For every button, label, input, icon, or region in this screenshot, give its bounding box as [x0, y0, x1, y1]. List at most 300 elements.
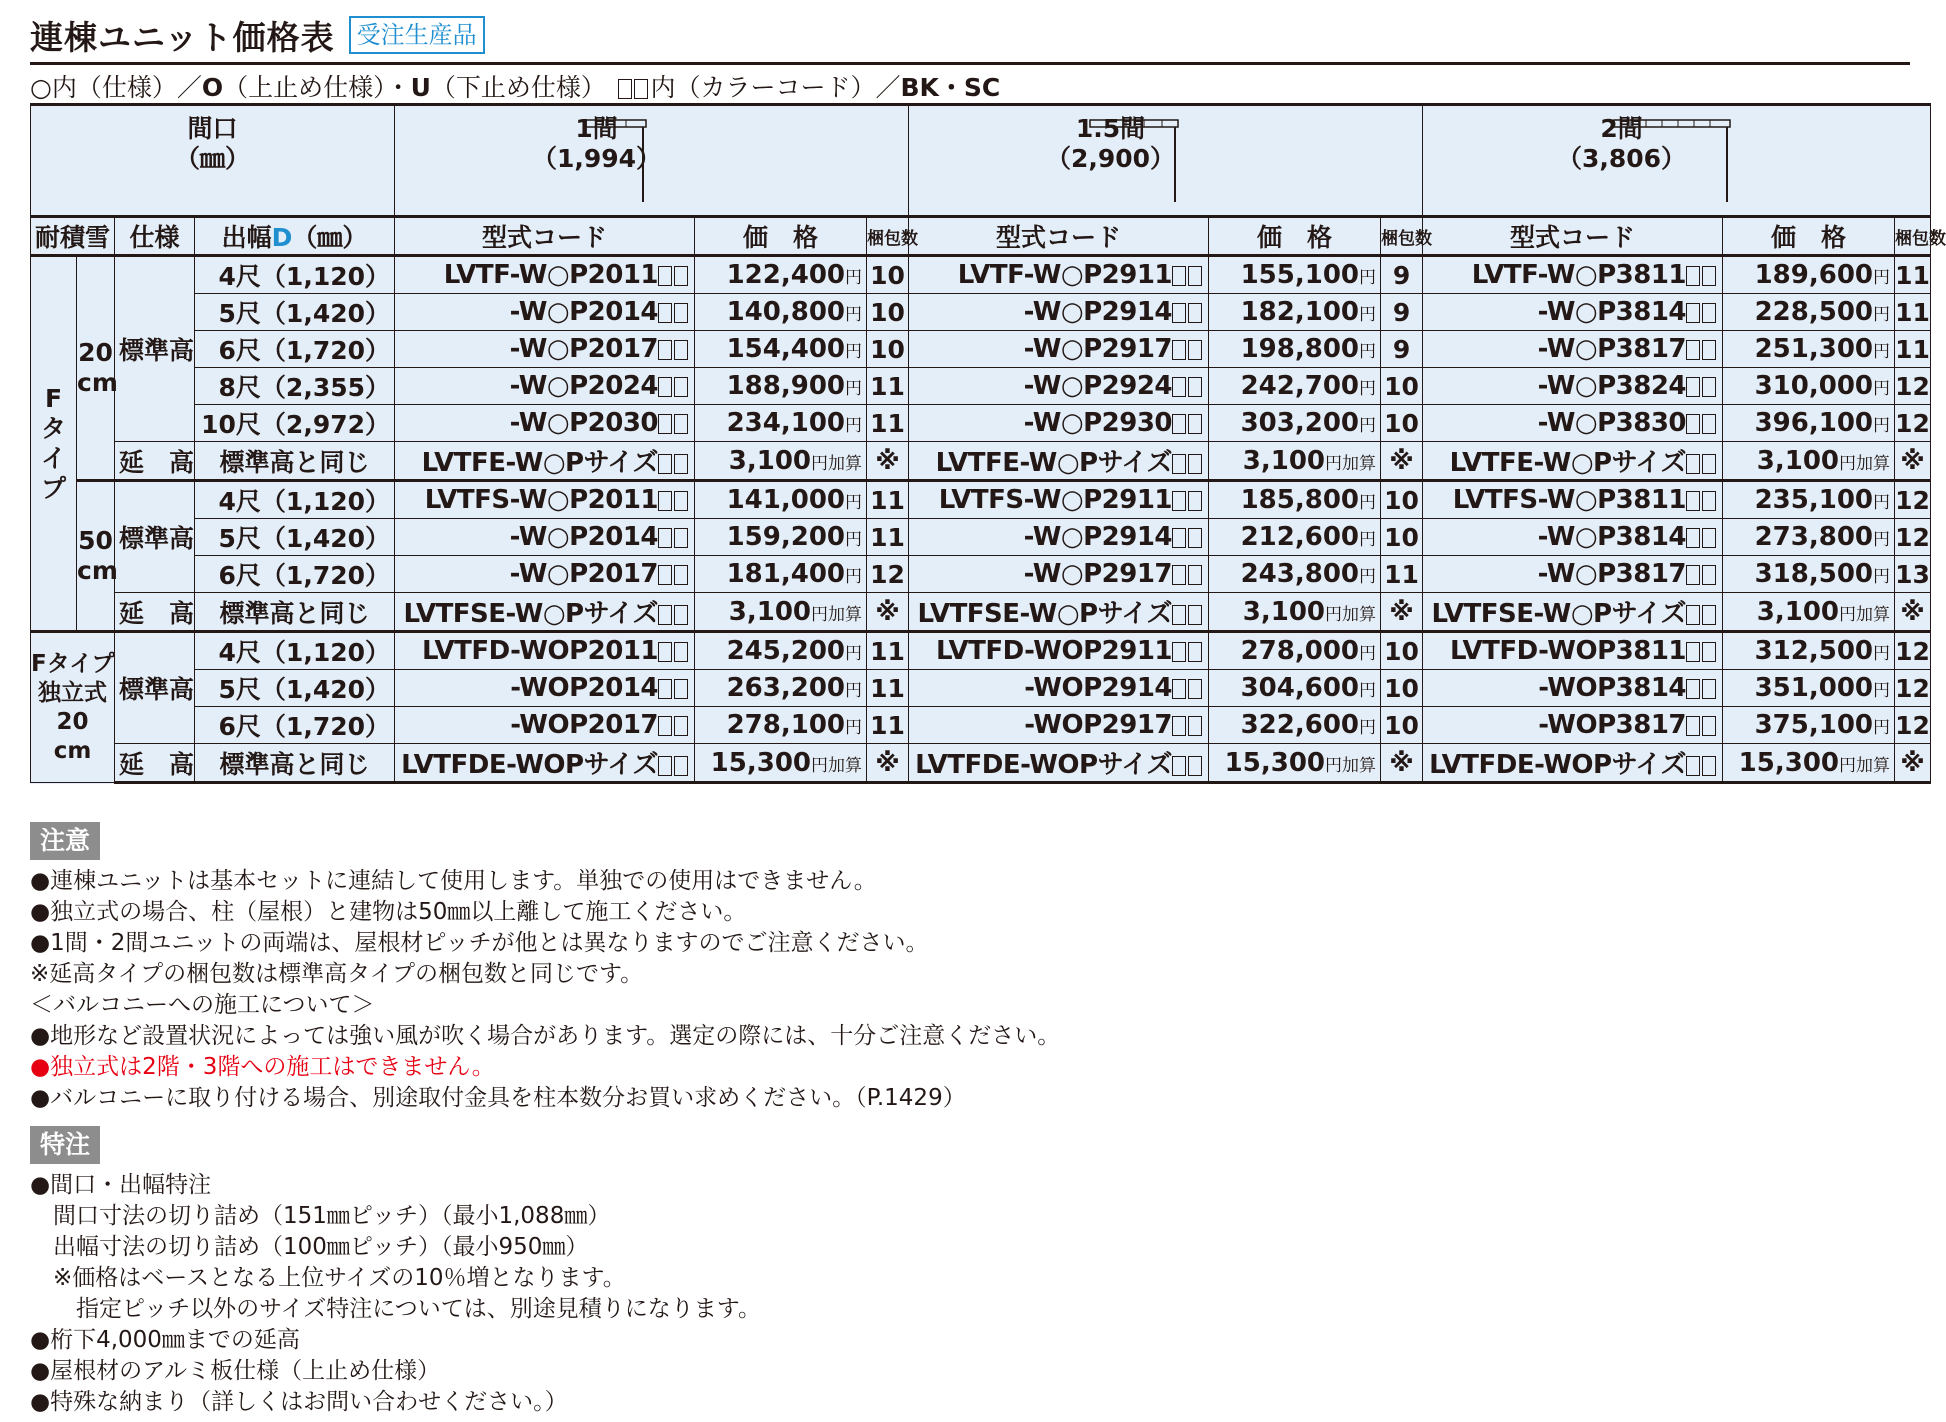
made-to-order-badge: 受注生産品 [349, 16, 485, 54]
price-cell: 122,400円 [695, 256, 867, 294]
price-cell: 3,100円加算 [695, 442, 867, 481]
color-box-icon [1702, 266, 1716, 286]
col-model: 型式コード [395, 217, 695, 256]
col-depth [195, 217, 395, 256]
color-box-icon [1686, 642, 1700, 662]
color-box-icon [1686, 454, 1700, 474]
price-cell: 312,500円 [1723, 632, 1895, 670]
roof-1-5-bay-icon [1089, 118, 1189, 208]
maguchi-unit: （㎜） [175, 144, 251, 173]
pack-count-cell: ※ [867, 744, 909, 783]
color-box-icon [1686, 377, 1700, 397]
color-box-icon [1686, 565, 1700, 585]
depth-cell: 10尺（2,972） [195, 405, 395, 442]
color-box-icon [634, 79, 648, 99]
pack-count-cell: 10 [1381, 707, 1423, 744]
price-cell: 140,800円 [695, 294, 867, 331]
model-code-cell: LVTFS-W○P3811 [1423, 481, 1723, 519]
maguchi-header [31, 105, 395, 217]
note-item: ●バルコニーに取り付ける場合、別途取付金具を柱本数分お買い求めください。（P.1429） [30, 1085, 966, 1111]
color-box-icon [1702, 377, 1716, 397]
col-depth-suffix: （㎜） [292, 223, 368, 252]
snow-20-label: 20 cm [77, 256, 115, 481]
pack-count-cell: 9 [1381, 331, 1423, 368]
pack-count-cell: 12 [867, 556, 909, 593]
model-code-cell: LVTFSE-W○Pサイズ [909, 593, 1209, 632]
model-code-cell: LVTF-W○P2011 [395, 256, 695, 294]
special-order-list [30, 1170, 761, 1418]
model-code-cell: -WOP2014 [395, 670, 695, 707]
color-box-icon [1172, 528, 1186, 548]
color-box-icon [674, 679, 688, 699]
depth-cell: 4尺（1,120） [195, 632, 395, 670]
color-box-icon [1172, 303, 1186, 323]
depth-cell: 4尺（1,120） [195, 481, 395, 519]
depth-cell: 5尺（1,420） [195, 519, 395, 556]
color-box-icon [658, 528, 672, 548]
color-box-icon [658, 266, 672, 286]
color-box-icon [658, 605, 672, 625]
price-cell: 322,600円 [1209, 707, 1381, 744]
color-box-icon [1172, 266, 1186, 286]
depth-cell: 5尺（1,420） [195, 670, 395, 707]
model-code-cell: -W○P3817 [1423, 331, 1723, 368]
fd-type-label: Fタイプ 独立式 20 cm [31, 632, 115, 783]
col-snow: 耐積雪 [31, 217, 115, 256]
price-cell: 396,100円 [1723, 405, 1895, 442]
model-code-cell: -WOP2914 [909, 670, 1209, 707]
color-box-icon [1686, 340, 1700, 360]
span-header-3 [1423, 105, 1931, 217]
color-box-icon [674, 565, 688, 585]
color-box-icon [658, 303, 672, 323]
color-box-icon [1172, 340, 1186, 360]
color-box-icon [1172, 491, 1186, 511]
legend-part2: （上止め仕様）・ [223, 73, 411, 102]
model-code-cell: -WOP3817 [1423, 707, 1723, 744]
depth-cell: 標準高と同じ [195, 593, 395, 632]
price-cell: 273,800円 [1723, 519, 1895, 556]
depth-cell: 6尺（1,720） [195, 556, 395, 593]
price-cell: 155,100円 [1209, 256, 1381, 294]
pack-count-cell: ※ [1895, 593, 1931, 632]
model-code-cell: -W○P3814 [1423, 519, 1723, 556]
color-box-icon [1686, 605, 1700, 625]
special-order-item: ●間口・出幅特注 [30, 1172, 212, 1198]
std-height-label: 標準高 [115, 632, 195, 744]
price-cell: 242,700円 [1209, 368, 1381, 405]
color-box-icon [1188, 414, 1202, 434]
col-model: 型式コード [1423, 217, 1723, 256]
note-item: ●独立式の場合、柱（屋根）と建物は50㎜以上離して施工ください。 [30, 899, 747, 925]
color-box-icon [1172, 454, 1186, 474]
note-item: ●地形など設置状況によっては強い風が吹く場合があります。選定の際には、十分ご注意ください。 [30, 1023, 1061, 1049]
table-row [31, 670, 1931, 707]
pack-count-cell: ※ [1381, 744, 1423, 783]
model-code-cell: -W○P2017 [395, 556, 695, 593]
color-box-icon [658, 491, 672, 511]
pack-count-cell: ※ [1381, 442, 1423, 481]
price-cell: 263,200円 [695, 670, 867, 707]
color-box-icon [1686, 679, 1700, 699]
depth-cell: 5尺（1,420） [195, 294, 395, 331]
model-code-cell: LVTF-W○P2911 [909, 256, 1209, 294]
col-spec: 仕様 [115, 217, 195, 256]
color-box-icon [1172, 605, 1186, 625]
pack-count-cell: 12 [1895, 707, 1931, 744]
color-box-icon [1172, 642, 1186, 662]
model-code-cell: LVTFS-W○P2911 [909, 481, 1209, 519]
color-box-icon [1702, 716, 1716, 736]
color-box-icon [658, 414, 672, 434]
color-box-icon [1172, 756, 1186, 776]
table-row [31, 294, 1931, 331]
table-row [31, 632, 1931, 670]
color-box-icon [1188, 528, 1202, 548]
table-row [31, 556, 1931, 593]
col-depth-prefix: 出幅 [221, 223, 272, 252]
price-cell: 3,100円加算 [695, 593, 867, 632]
depth-cell: 8尺（2,355） [195, 368, 395, 405]
special-order-item: ※価格はベースとなる上位サイズの10％増となります。 [30, 1265, 626, 1291]
pack-count-cell: 10 [1381, 519, 1423, 556]
model-code-cell: LVTF-W○P3811 [1423, 256, 1723, 294]
pack-count-cell: ※ [867, 593, 909, 632]
table-row [31, 519, 1931, 556]
model-code-cell: -W○P2014 [395, 519, 695, 556]
pack-count-cell: 11 [1895, 256, 1931, 294]
roof-2-bay-icon [1613, 118, 1738, 208]
std-height-label: 標準高 [115, 256, 195, 442]
color-box-icon [1702, 642, 1716, 662]
model-code-cell: -W○P2017 [395, 331, 695, 368]
span-label: 2間 [1600, 114, 1643, 143]
color-box-icon [658, 565, 672, 585]
price-cell: 303,200円 [1209, 405, 1381, 442]
color-box-icon [674, 414, 688, 434]
price-cell: 3,100円加算 [1209, 593, 1381, 632]
pack-count-cell: 10 [1381, 405, 1423, 442]
color-box-icon [674, 303, 688, 323]
notes-heading: 注意 [30, 822, 100, 860]
price-cell: 182,100円 [1209, 294, 1381, 331]
title-row [30, 12, 485, 58]
notes-list [30, 866, 1060, 1114]
price-cell: 235,100円 [1723, 481, 1895, 519]
color-box-icon [1188, 377, 1202, 397]
model-code-cell: LVTFS-W○P2011 [395, 481, 695, 519]
table-row [31, 256, 1931, 294]
color-box-icon [658, 340, 672, 360]
model-code-cell: LVTFE-W○Pサイズ [909, 442, 1209, 481]
table-row [31, 481, 1931, 519]
model-code-cell: LVTFDE-WOPサイズ [1423, 744, 1723, 783]
pack-count-cell: 11 [1895, 331, 1931, 368]
depth-cell: 標準高と同じ [195, 744, 395, 783]
title-rule [30, 62, 1910, 65]
color-box-icon [674, 340, 688, 360]
span-width: （1,994） [531, 144, 662, 173]
col-price: 価 格 [695, 217, 867, 256]
model-code-cell: -W○P2924 [909, 368, 1209, 405]
color-box-icon [1188, 266, 1202, 286]
table-row [31, 442, 1931, 481]
color-box-icon [1172, 565, 1186, 585]
color-box-icon [1686, 303, 1700, 323]
legend-part1: ○内（仕様）／ [30, 73, 202, 102]
pack-count-cell: 10 [867, 256, 909, 294]
color-box-icon [1702, 679, 1716, 699]
color-box-icon [1702, 414, 1716, 434]
pack-count-cell: 11 [1895, 294, 1931, 331]
span-width: （3,806） [1556, 144, 1687, 173]
table-row [31, 593, 1931, 632]
color-box-icon [1172, 414, 1186, 434]
pack-count-cell: 12 [1895, 368, 1931, 405]
model-code-cell: -W○P3830 [1423, 405, 1723, 442]
span-label: 1間 [575, 114, 618, 143]
price-cell: 212,600円 [1209, 519, 1381, 556]
color-box-icon [1702, 491, 1716, 511]
price-cell: 278,100円 [695, 707, 867, 744]
color-box-icon [1188, 605, 1202, 625]
pack-count-cell: 13 [1895, 556, 1931, 593]
price-cell: 243,800円 [1209, 556, 1381, 593]
color-box-icon [1702, 756, 1716, 776]
table-row [31, 405, 1931, 442]
pack-count-cell: 12 [1895, 405, 1931, 442]
model-code-cell: -WOP2017 [395, 707, 695, 744]
color-box-icon [1702, 565, 1716, 585]
note-item: ＜バルコニーへの施工について＞ [30, 992, 375, 1018]
color-box-icon [1686, 756, 1700, 776]
span-header-row [31, 105, 1931, 217]
price-cell: 245,200円 [695, 632, 867, 670]
model-code-cell: LVTFD-WOP2011 [395, 632, 695, 670]
price-cell: 15,300円加算 [1209, 744, 1381, 783]
table-row [31, 707, 1931, 744]
color-box-icon [1702, 454, 1716, 474]
col-price: 価 格 [1209, 217, 1381, 256]
col-pack: 梱包数 [867, 217, 909, 256]
color-box-icon [1702, 528, 1716, 548]
price-table [30, 103, 1946, 784]
ext-height-label: 延 高 [115, 593, 195, 632]
note-item: ●連棟ユニットは基本セットに連結して使用します。単独での使用はできません。 [30, 868, 877, 894]
pack-count-cell: 11 [867, 670, 909, 707]
col-price: 価 格 [1723, 217, 1895, 256]
color-box-icon [1188, 340, 1202, 360]
pack-count-cell: 10 [1381, 481, 1423, 519]
color-box-icon [1188, 303, 1202, 323]
col-pack: 梱包数 [1381, 217, 1423, 256]
price-cell: 351,000円 [1723, 670, 1895, 707]
col-model: 型式コード [909, 217, 1209, 256]
price-cell: 15,300円加算 [1723, 744, 1895, 783]
model-code-cell: -WOP2917 [909, 707, 1209, 744]
color-box-icon [1702, 303, 1716, 323]
note-item: ●独立式は2階・3階への施工はできません。 [30, 1054, 495, 1080]
color-box-icon [674, 491, 688, 511]
depth-cell: 4尺（1,120） [195, 256, 395, 294]
note-item: ●1間・2間ユニットの両端は、屋根材ピッチが他とは異なりますのでご注意ください。 [30, 930, 929, 956]
model-code-cell: -W○P2917 [909, 331, 1209, 368]
color-box-icon [658, 716, 672, 736]
price-cell: 159,200円 [695, 519, 867, 556]
pack-count-cell: 11 [867, 481, 909, 519]
model-code-cell: -W○P2030 [395, 405, 695, 442]
model-code-cell: -W○P2014 [395, 294, 695, 331]
special-order-item: ●特殊な納まり（詳しくはお問い合わせください。） [30, 1389, 568, 1415]
pack-count-cell: 11 [867, 405, 909, 442]
color-box-icon [1188, 565, 1202, 585]
special-order-heading: 特注 [30, 1126, 100, 1164]
column-header-row [31, 217, 1931, 256]
special-order-item: 出幅寸法の切り詰め（100㎜ピッチ）（最小950㎜） [30, 1234, 589, 1260]
color-box-icon [1686, 528, 1700, 548]
model-code-cell: -W○P3814 [1423, 294, 1723, 331]
special-order-item: ●屋根材のアルミ板仕様（上止め仕様） [30, 1358, 441, 1384]
table-row [31, 331, 1931, 368]
color-box-icon [1188, 454, 1202, 474]
model-code-cell: -W○P3817 [1423, 556, 1723, 593]
color-box-icon [674, 454, 688, 474]
price-cell: 318,500円 [1723, 556, 1895, 593]
color-box-icon [1686, 491, 1700, 511]
special-order-item: 間口寸法の切り詰め（151㎜ピッチ）（最小1,088㎜） [30, 1203, 611, 1229]
color-box-icon [658, 642, 672, 662]
depth-cell: 6尺（1,720） [195, 707, 395, 744]
color-box-icon [1172, 679, 1186, 699]
price-cell: 228,500円 [1723, 294, 1895, 331]
pack-count-cell: 10 [1381, 632, 1423, 670]
color-box-icon [674, 642, 688, 662]
pack-count-cell: ※ [1895, 744, 1931, 783]
legend-colors: BK・SC [900, 73, 1001, 102]
special-order-item: ●桁下4,000㎜までの延高 [30, 1327, 300, 1353]
color-box-icon [658, 756, 672, 776]
model-code-cell: LVTFSE-W○Pサイズ [395, 593, 695, 632]
model-code-cell: -W○P2914 [909, 519, 1209, 556]
model-code-cell: -WOP3814 [1423, 670, 1723, 707]
color-box-icon [1686, 266, 1700, 286]
pack-count-cell: 11 [867, 632, 909, 670]
price-cell: 198,800円 [1209, 331, 1381, 368]
snow-50-label: 50 cm [77, 481, 115, 632]
model-code-cell: -W○P2917 [909, 556, 1209, 593]
pack-count-cell: 12 [1895, 632, 1931, 670]
price-cell: 278,000円 [1209, 632, 1381, 670]
maguchi-label: 間口 [187, 114, 238, 143]
price-cell: 141,000円 [695, 481, 867, 519]
model-code-cell: LVTFE-W○Pサイズ [1423, 442, 1723, 481]
color-box-icon [1702, 605, 1716, 625]
color-box-icon [618, 79, 632, 99]
pack-count-cell: 11 [1381, 556, 1423, 593]
pack-count-cell: 12 [1895, 519, 1931, 556]
price-cell: 251,300円 [1723, 331, 1895, 368]
color-box-icon [1188, 756, 1202, 776]
model-code-cell: LVTFD-WOP2911 [909, 632, 1209, 670]
price-cell: 189,600円 [1723, 256, 1895, 294]
depth-cell: 6尺（1,720） [195, 331, 395, 368]
ext-height-label: 延 高 [115, 744, 195, 783]
pack-count-cell: 10 [867, 294, 909, 331]
legend-o-code: O [201, 73, 224, 102]
model-code-cell: LVTFE-W○Pサイズ [395, 442, 695, 481]
pack-count-cell: ※ [1381, 593, 1423, 632]
price-cell: 185,800円 [1209, 481, 1381, 519]
model-code-cell: LVTFSE-W○Pサイズ [1423, 593, 1723, 632]
pack-count-cell: 12 [1895, 670, 1931, 707]
price-cell: 304,600円 [1209, 670, 1381, 707]
pack-count-cell: 10 [1381, 670, 1423, 707]
model-code-cell: -W○P3824 [1423, 368, 1723, 405]
pack-count-cell: 11 [867, 368, 909, 405]
color-box-icon [1188, 716, 1202, 736]
model-code-cell: -W○P2914 [909, 294, 1209, 331]
color-box-icon [1702, 340, 1716, 360]
price-cell: 375,100円 [1723, 707, 1895, 744]
color-box-icon [1188, 679, 1202, 699]
color-box-icon [674, 528, 688, 548]
legend-part4: 内（カラーコード）／ [650, 73, 901, 102]
price-cell: 181,400円 [695, 556, 867, 593]
price-cell: 3,100円加算 [1723, 593, 1895, 632]
color-box-icon [674, 266, 688, 286]
color-box-icon [1188, 642, 1202, 662]
model-code-cell: -W○P2024 [395, 368, 695, 405]
col-pack: 梱包数 [1895, 217, 1931, 256]
special-order-item: 指定ピッチ以外のサイズ特注については、別途見積りになります。 [30, 1296, 761, 1322]
depth-cell: 標準高と同じ [195, 442, 395, 481]
color-box-icon [1172, 377, 1186, 397]
color-box-icon [674, 377, 688, 397]
price-cell: 3,100円加算 [1209, 442, 1381, 481]
color-box-icon [1686, 716, 1700, 736]
span-header-2 [909, 105, 1423, 217]
color-box-icon [1188, 491, 1202, 511]
pack-count-cell: ※ [867, 442, 909, 481]
pack-count-cell: 10 [1381, 368, 1423, 405]
ext-height-label: 延 高 [115, 442, 195, 481]
span-width: （2,900） [1045, 144, 1176, 173]
legend-u-code: U [410, 73, 431, 102]
price-cell: 234,100円 [695, 405, 867, 442]
pack-count-cell: 10 [867, 331, 909, 368]
price-cell: 310,000円 [1723, 368, 1895, 405]
std-height-label: 標準高 [115, 481, 195, 593]
price-cell: 15,300円加算 [695, 744, 867, 783]
spec-legend [30, 68, 1000, 104]
color-box-icon [674, 716, 688, 736]
model-code-cell: LVTFDE-WOPサイズ [395, 744, 695, 783]
color-box-icon [1172, 716, 1186, 736]
model-code-cell: LVTFD-WOP3811 [1423, 632, 1723, 670]
legend-part3: （下止め仕様） [430, 73, 619, 102]
color-box-icon [1686, 414, 1700, 434]
page-title: 連棟ユニット価格表 [30, 17, 335, 57]
price-cell: 188,900円 [695, 368, 867, 405]
span-header-1 [395, 105, 909, 217]
pack-count-cell: 11 [867, 707, 909, 744]
table-row [31, 744, 1931, 783]
roof-1-bay-icon [585, 118, 655, 208]
model-code-cell: LVTFDE-WOPサイズ [909, 744, 1209, 783]
price-cell: 3,100円加算 [1723, 442, 1895, 481]
pack-count-cell: 11 [867, 519, 909, 556]
color-box-icon [658, 377, 672, 397]
